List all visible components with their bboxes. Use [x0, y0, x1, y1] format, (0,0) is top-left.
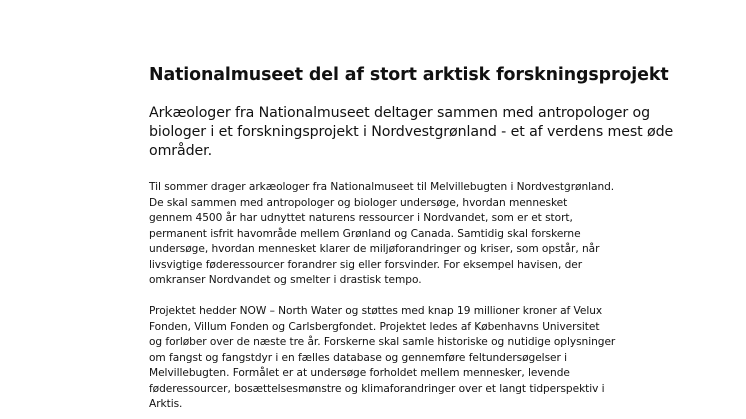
body-line: livsvigtige føderessourcer forandrer sig eller forsvinder. For eksempel havisen, der: [149, 258, 583, 271]
body-line: Projektet hedder NOW – North Water og støttes med knap 19 millioner kroner af Velux: [149, 305, 603, 317]
body-line: Melvillebugten. Formålet er at undersøge forholdet mellem mennesker, levende: [149, 367, 570, 379]
document-page: [149, 64, 709, 413]
lead-line: områder.: [149, 143, 213, 159]
body-line: og forløber over de næste tre år. Forskerne skal samle historiske og nutidige oplysninger: [149, 336, 616, 348]
body-line: permanent isfrit havområde mellem Grønland og Canada. Samtidig skal forskerne: [149, 227, 581, 240]
article-title: Nationalmuseet del af stort arktisk forskningsprojekt: [149, 65, 669, 85]
body-line: Til sommer drager arkæologer fra Nationalmuseet til Melvillebugten i Nordvestgrønland.: [149, 181, 615, 193]
lead-line: Arkæologer fra Nationalmuseet deltager sammen med antropologer og: [149, 105, 651, 121]
body-line: om fangst og fangstdyr i en fælles database og gennemføre feltundersøgelser i: [149, 351, 568, 364]
lead-line: biologer i et forskningsprojekt i Nordvestgrønland - et af verdens mest øde: [149, 124, 674, 140]
body-line: De skal sammen med antropologer og biologer undersøge, hvordan mennesket: [149, 196, 568, 209]
body-paragraph-1: [149, 180, 709, 289]
body-line: undersøge, hvordan mennesket klarer de miljøforandringer og kriser, som opstår, når: [149, 243, 600, 255]
body-line: Fonden, Villum Fonden og Carlsbergfondet. Projektet ledes af Københavns Universitet: [149, 320, 600, 333]
body-line: omkranser Nordvandet og smelter i drastisk tempo.: [149, 274, 422, 286]
body-line: Arktis.: [149, 398, 183, 410]
body-line: føderessourcer, bosættelsesmønstre og klimaforandringer over et langt tidperspektiv i: [149, 382, 605, 395]
body-paragraph-2: [149, 304, 709, 413]
body-line: gennem 4500 år har udnyttet naturens ressourcer i Nordvandet, som er et stort,: [149, 212, 573, 224]
article-lead: [149, 104, 709, 161]
